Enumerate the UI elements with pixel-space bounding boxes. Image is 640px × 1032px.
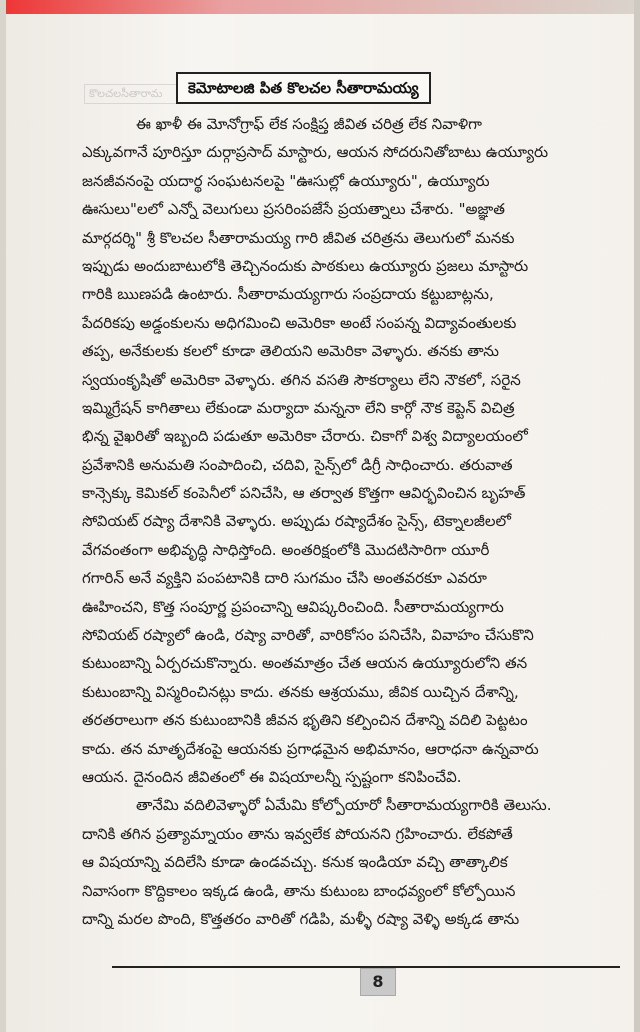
- text-line: ఇప్పుడు అందుబాటులోకి తెచ్చినందుకు పాఠకులు ఉయ్యూరు ప్రజలు మాస్టారు: [82, 256, 529, 275]
- text-line: గగారిన్ అనే వ్యక్తిని పంపటానికి దారి సుగమం చేసి అంతవరకూ ఎవరూ: [82, 569, 487, 588]
- text-line: ఈ ఖాళీ ఈ మోనోగ్రాఫ్ లేక సంక్షిప్త జీవిత చరిత్ర లేక నివాళిగా: [136, 115, 482, 133]
- text-line: ఆ విషయాన్ని వదిలేసి కూడా ఉండవచ్చు. కనుక ఇండియా వచ్చి తాత్కాలిక: [82, 853, 508, 872]
- text-line: పేదరికపు అడ్డంకులను అధిగమించి అమెరికా అంటే సంపన్న విద్యావంతులకు: [82, 313, 517, 332]
- text-line: వేగవంతంగా అభివృద్ధి సాధిస్తోంది. అంతరిక్షంలోకి మొదటిసారిగా యూరీ: [82, 540, 490, 559]
- text-line: గారికి ఋణపడి ఉంటారు. సీతారామయ్యగారు సంప్రదాయ కట్టుబాట్లను,: [82, 285, 494, 304]
- text-line: కుటుంబాన్ని ఏర్పరచుకొన్నారు. అంతమాత్రం చేత ఆయన ఉయ్యూరులోని తన: [82, 654, 528, 673]
- book-cover-strip: [0, 0, 640, 14]
- page-left-edge: [0, 0, 6, 1032]
- page-number: 8: [360, 968, 396, 996]
- text-line: ఇమ్మిగ్రేషన్ కాగితాలు లేకుండా మర్యాదా మన్ననా లేని కార్గో నౌక కెప్టెన్ విచిత్ర: [82, 398, 515, 417]
- text-line: కాన్సెక్కు కెమికల్ కంపెనీలో పనిచేసి, ఆ తర్వాత కొత్తగా ఆవిర్భవించిన బృహత్: [82, 484, 526, 503]
- text-line: దాన్ని మరల పొంది, కొత్తతరం వారితో గడిపి, మళ్ళీ రష్యా వెళ్ళి అక్కడ తాను: [82, 909, 520, 928]
- text-line: తానేమి వదిలివెళ్ళారో ఏమేమి కోల్పోయారో సీతారామయ్యగారికి తెలుసు.: [136, 796, 552, 815]
- text-line: ఊసులు"లలో ఎన్నో వెలుగులు ప్రసరింపజేసే ప్రయత్నాలు చేశారు. "అజ్ఞాత: [82, 200, 505, 219]
- page-right-edge: [634, 0, 640, 1032]
- chapter-title: కెమోటాలజి పిత కొలచల సీతారామయ్య: [176, 72, 431, 104]
- text-line: కుటుంబాన్ని విస్మరించినట్లు కాదు. తనకు ఆశ్రయము, జీవిక యిచ్చిన దేశాన్ని,: [82, 682, 519, 701]
- text-line: స్వయంకృషితో అమెరికా వెళ్ళారు. తగిన వసతి సౌకర్యాలు లేని నౌకలో, సరైన: [82, 370, 521, 389]
- text-line: ప్రవేశానికి అనుమతి సంపాదించి, చదివి, సైన్స్‌లో డిగ్రీ సాధించారు. తరువాత: [82, 455, 513, 474]
- text-line: దానికి తగిన ప్రత్యామ్నాయం తాను ఇవ్వలేక పోయనని గ్రహించారు. లేకపోతే: [82, 824, 513, 843]
- bleed-through-text: కొలచలసీతారామ: [84, 84, 180, 104]
- text-line: కాదు. తన మాతృదేశంపై ఆయనకు ప్రగాఢమైన అభిమానం, ఆరాధనా ఉన్నవారు: [82, 739, 539, 758]
- text-line: నివాసంగా కొద్దికాలం ఇక్కడ ఉండి, తాను కుటుంబ బాంధవ్యంలో కోల్పోయిన: [82, 881, 516, 900]
- text-line: తరతరాలుగా తన కుటుంబానికి జీవన భృతిని కల్పించిన దేశాన్ని వదిలి పెట్టటం: [82, 711, 528, 730]
- text-line: జనజీవనంపై యదార్థ సంఘటనలపై "ఊసుల్లో ఉయ్యూరు", ఉయ్యూరు: [82, 171, 490, 190]
- text-line: భిన్న వైఖరితో ఇబ్బంది పడుతూ అమెరికా చేరారు. చికాగో విశ్వ విద్యాలయంలో: [82, 427, 528, 446]
- text-line: ఎక్కువగానే పూరిస్తూ దుర్గాప్రసాద్ మాస్టారు, ఆయన సోదరునితోబాటు ఉయ్యూరు: [82, 143, 549, 162]
- text-line: ఊహించని, కొత్త సంపూర్ణ ప్రపంచాన్ని ఆవిష్కరించింది. సీతారామయ్యగారు: [82, 597, 504, 616]
- text-line: ఆయన. దైనందిన జీవితంలో ఈ విషయాలన్నీ స్పష్టంగా కనిపించేవి.: [82, 767, 462, 786]
- text-line: తప్ప, అనేకులకు కలలో కూడా తెలియని అమెరికా వెళ్ళారు. తనకు తాను: [82, 342, 499, 361]
- text-line: సోవియట్ రష్యా దేశానికి వెళ్ళారు. అప్పుడు రష్యాదేశం సైన్స్, టెక్నాలజీలలో: [82, 512, 511, 531]
- text-line: మార్గదర్శి" శ్రీ కొలచల సీతారామయ్య గారి జీవిత చరిత్రను తెలుగులో మనకు: [82, 228, 515, 247]
- text-line: సోవియట్ రష్యాలో ఉండి, రష్యా వారితో, వారికోసం పనిచేసి, వివాహం చేసుకొని: [82, 626, 534, 645]
- body-text: [82, 110, 616, 933]
